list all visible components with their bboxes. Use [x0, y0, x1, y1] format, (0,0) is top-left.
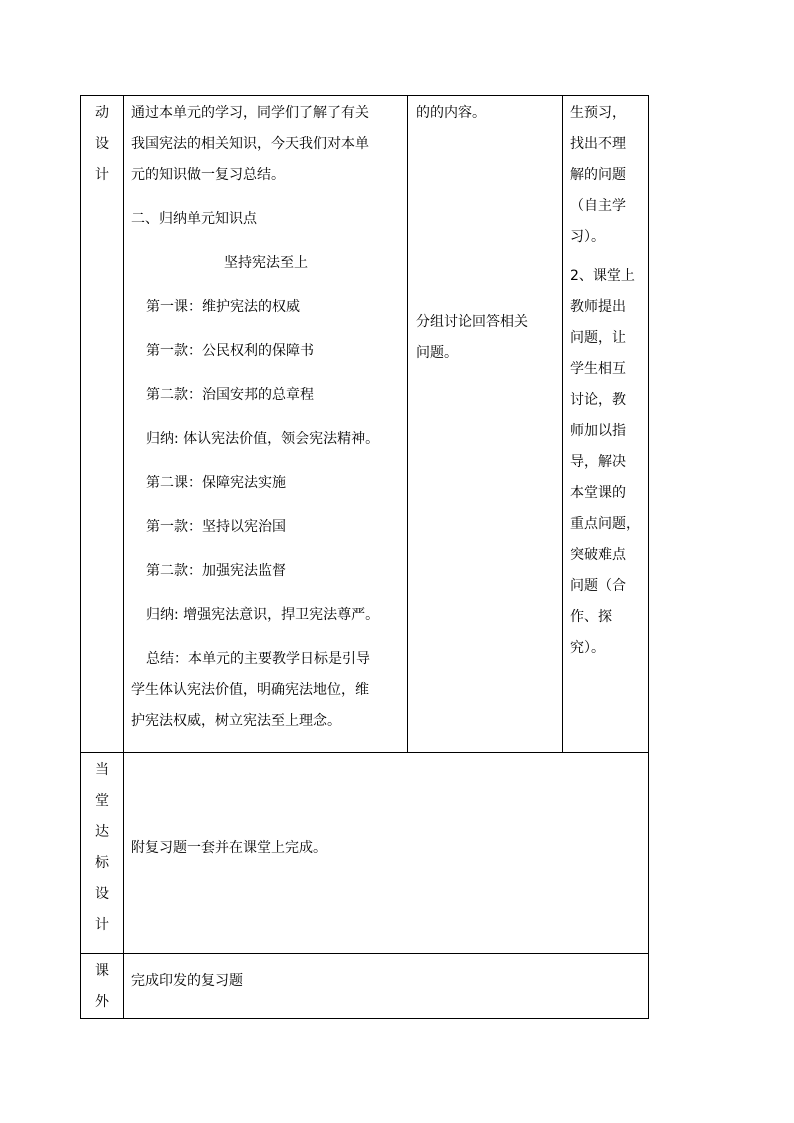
label-char: 当 [95, 762, 109, 778]
design-text-line: 师加以指 [570, 423, 626, 439]
activity-design-label-cell [81, 96, 124, 753]
section-heading: 二、归纳单元知识点 [131, 211, 257, 227]
design-text-line: 学生相互 [570, 361, 626, 377]
lesson-two-summary: 归纳: 增强宪法意识，捍卫宪法尊严。 [146, 607, 380, 623]
lesson-one-section-two: 第二款：治国安邦的总章程 [146, 387, 314, 403]
teacher-text-line: 通过本单元的学习，同学们了解了有关 [131, 105, 369, 121]
design-text-line: 突破难点 [570, 547, 626, 563]
label-char: 设 [95, 136, 109, 152]
label-char: 设 [95, 886, 109, 902]
design-text-line: 习）。 [570, 229, 605, 245]
in-class-practice-label-cell [81, 753, 124, 954]
homework-content-cell [124, 954, 649, 1019]
label-char: 动 [95, 105, 109, 121]
lesson-one-title: 第一课：维护宪法的权威 [146, 299, 300, 315]
lesson-one-section-one: 第一款：公民权利的保障书 [146, 343, 314, 359]
design-text-line: 讨论，教 [570, 392, 626, 408]
lesson-two-title: 第二课：保障宪法实施 [146, 475, 286, 491]
design-text-line: （自主学 [570, 198, 626, 214]
design-text-line: 问题，让 [570, 330, 626, 346]
teacher-text-line: 元的知识做一复习总结。 [131, 167, 285, 183]
design-text-line: 教师提出 [570, 299, 626, 315]
homework-row [81, 954, 649, 1019]
unit-title: 坚持宪法至上 [224, 255, 308, 271]
design-text-line: 究）。 [570, 640, 605, 656]
lesson-one-summary: 归纳: 体认宪法价值，领会宪法精神。 [146, 431, 380, 447]
label-char: 达 [95, 824, 109, 840]
conclusion-line: 护宪法权威，树立宪法至上理念。 [131, 713, 341, 729]
lesson-plan-table [80, 95, 649, 1019]
design-text-line: 生预习， [570, 105, 626, 121]
label-char: 计 [95, 167, 109, 183]
student-activity-cell [408, 96, 563, 753]
label-char: 标 [95, 855, 109, 871]
design-text-line: 问题（合 [570, 578, 626, 594]
design-text-line: 重点问题， [570, 516, 640, 532]
teacher-text-line: 我国宪法的相关知识，今天我们对本单 [131, 136, 369, 152]
design-text-line: 2、课堂上 [570, 268, 635, 284]
design-text-line: 导，解决 [570, 454, 626, 470]
design-text-line: 找出不理 [570, 136, 626, 152]
in-class-practice-row [81, 753, 649, 954]
design-text-line: 本堂课的 [570, 485, 626, 501]
label-char: 外 [95, 994, 109, 1010]
teacher-activity-cell [124, 96, 408, 753]
lesson-two-section-two: 第二款：加强宪法监督 [146, 563, 286, 579]
label-char: 课 [95, 963, 109, 979]
label-char: 计 [95, 917, 109, 933]
design-text-line: 作、探 [570, 609, 612, 625]
in-class-practice-content-cell [124, 753, 649, 954]
design-text-line: 解的问题 [570, 167, 626, 183]
in-class-practice-text: 附复习题一套并在课堂上完成。 [131, 840, 327, 856]
conclusion-line: 学生体认宪法价值，明确宪法地位，维 [131, 682, 369, 698]
student-text-line: 问题。 [416, 345, 458, 361]
student-text-line: 的的内容。 [416, 105, 486, 121]
conclusion-line: 总结：本单元的主要教学日标是引导 [146, 651, 370, 667]
design-intent-cell [563, 96, 649, 753]
student-text-line: 分组讨论回答相关 [416, 314, 528, 330]
activity-design-row [81, 96, 649, 753]
label-char: 堂 [95, 793, 109, 809]
homework-text: 完成印发的复习题 [131, 973, 243, 989]
lesson-two-section-one: 第一款：坚持以宪治国 [146, 519, 286, 535]
homework-label-cell [81, 954, 124, 1019]
